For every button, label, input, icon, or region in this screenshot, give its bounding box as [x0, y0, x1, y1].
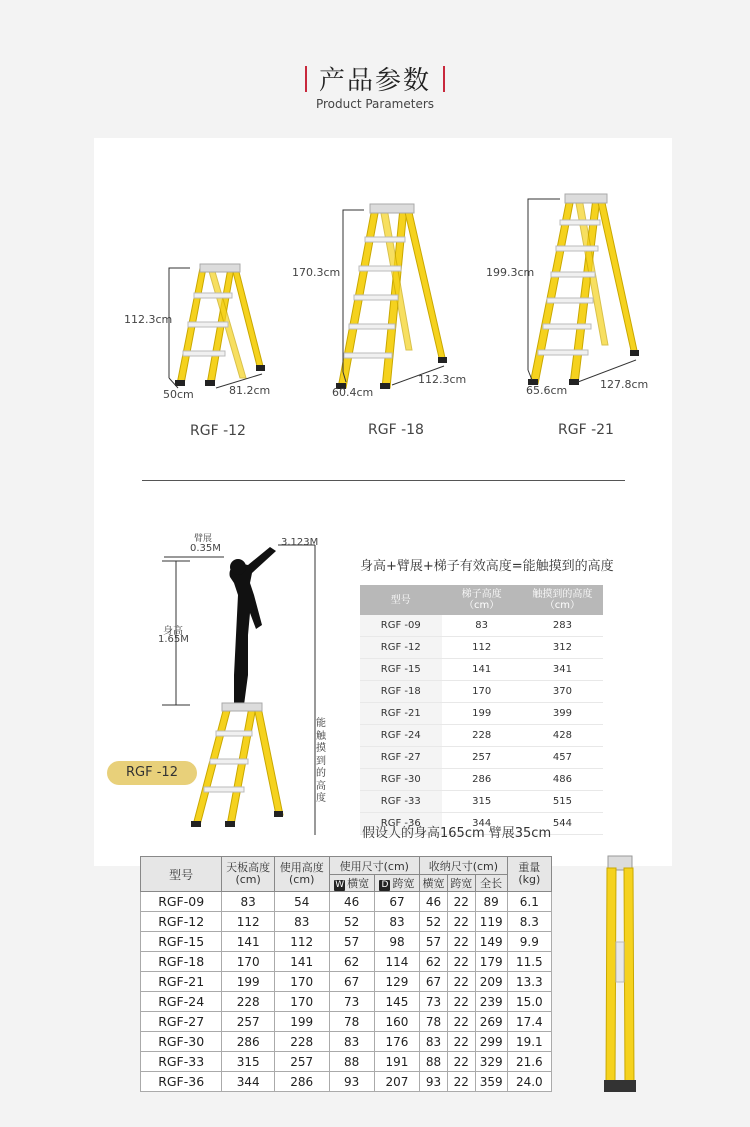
rgf12-model: RGF -12 [190, 423, 246, 439]
spec-table-row [141, 952, 552, 972]
spec-cell-top-height: 315 [222, 1052, 275, 1072]
spec-cell-fold-width: 78 [420, 1012, 448, 1032]
reach-th-model: 型号 [360, 585, 442, 615]
spec-cell-top-height: 286 [222, 1032, 275, 1052]
spec-th-span: D 跨宽 [374, 875, 419, 892]
reach-cell-ladder-height: 141 [442, 659, 522, 681]
spec-cell-fold-span: 22 [447, 992, 475, 1012]
ladder-drawings [0, 0, 750, 480]
reach-table-row [360, 725, 603, 747]
spec-cell-model: RGF-15 [141, 932, 222, 952]
spec-cell-weight: 19.1 [507, 1032, 551, 1052]
spec-cell-top-height: 83 [222, 892, 275, 912]
rgf12-length: 81.2cm [229, 384, 271, 397]
spec-cell-weight: 11.5 [507, 952, 551, 972]
rgf18-model: RGF -18 [368, 422, 424, 438]
person-silhouette [229, 547, 276, 705]
spec-cell-model: RGF-09 [141, 892, 222, 912]
spec-cell-fold-span: 22 [447, 1012, 475, 1032]
spec-cell-top-height: 199 [222, 972, 275, 992]
reach-cell-reach-height: 341 [522, 659, 603, 681]
spec-cell-model: RGF-36 [141, 1072, 222, 1092]
spec-cell-use-height: 141 [274, 952, 329, 972]
d-letter: D [379, 880, 390, 891]
spec-th-top-height: 天板高度 (cm) [222, 857, 275, 892]
spec-cell-span: 114 [374, 952, 419, 972]
spec-table-row [141, 912, 552, 932]
spec-table-row [141, 892, 552, 912]
folded-ladder-image [598, 852, 642, 1100]
spec-th-fold-size: 收纳尺寸(cm) [420, 857, 508, 875]
spec-table-body [141, 892, 552, 1092]
rgf18-depth: 60.4cm [332, 386, 374, 399]
spec-cell-fold-length: 329 [475, 1052, 507, 1072]
spec-cell-fold-width: 93 [420, 1072, 448, 1092]
spec-cell-weight: 17.4 [507, 1012, 551, 1032]
spec-table-row [141, 1012, 552, 1032]
spec-table-row [141, 1072, 552, 1092]
spec-cell-use-height: 170 [274, 972, 329, 992]
reach-cell-reach-height: 515 [522, 791, 603, 813]
reach-cell-reach-height: 428 [522, 725, 603, 747]
reach-cell-model: RGF -30 [360, 769, 442, 791]
reach-cell-reach-height: 486 [522, 769, 603, 791]
spec-table-row [141, 1032, 552, 1052]
spec-th-model: 型号 [141, 857, 222, 892]
spec-cell-top-height: 257 [222, 1012, 275, 1032]
spec-cell-span: 145 [374, 992, 419, 1012]
spec-cell-use-height: 286 [274, 1072, 329, 1092]
spec-cell-fold-width: 57 [420, 932, 448, 952]
rgf18-height: 170.3cm [292, 266, 341, 279]
reach-cell-model: RGF -21 [360, 703, 442, 725]
spec-cell-weight: 8.3 [507, 912, 551, 932]
spec-cell-use-height: 228 [274, 1032, 329, 1052]
reach-table-row [360, 681, 603, 703]
arm-span-value: 0.35M [190, 543, 221, 554]
spec-cell-fold-length: 299 [475, 1032, 507, 1052]
model-badge: RGF -12 [107, 761, 197, 785]
reach-cell-model: RGF -36 [360, 813, 442, 835]
reach-cell-ladder-height: 344 [442, 813, 522, 835]
reach-cell-ladder-height: 315 [442, 791, 522, 813]
spec-th-fold-span: 跨宽 [447, 875, 475, 892]
spec-table-row [141, 992, 552, 1012]
section-divider [142, 480, 625, 481]
spec-cell-fold-width: 67 [420, 972, 448, 992]
ladder-rgf18-image [336, 204, 447, 389]
spec-cell-fold-length: 149 [475, 932, 507, 952]
reach-cell-ladder-height: 286 [442, 769, 522, 791]
spec-cell-fold-span: 22 [447, 972, 475, 992]
ladder-rgf12-reach-image [191, 703, 283, 827]
reach-table-row [360, 637, 603, 659]
spec-cell-span: 160 [374, 1012, 419, 1032]
reach-table-row [360, 659, 603, 681]
spec-cell-width: 73 [329, 992, 374, 1012]
spec-cell-fold-length: 239 [475, 992, 507, 1012]
spec-cell-top-height: 112 [222, 912, 275, 932]
rgf21-height: 199.3cm [486, 266, 535, 279]
spec-table-row [141, 972, 552, 992]
reach-th-reach-height: 触摸到的高度 （cm） [522, 585, 603, 615]
reach-cell-reach-height: 370 [522, 681, 603, 703]
reach-cell-model: RGF -24 [360, 725, 442, 747]
spec-cell-width: 78 [329, 1012, 374, 1032]
spec-cell-fold-length: 179 [475, 952, 507, 972]
spec-cell-weight: 24.0 [507, 1072, 551, 1092]
spec-cell-fold-span: 22 [447, 1032, 475, 1052]
spec-cell-model: RGF-30 [141, 1032, 222, 1052]
reach-table-body [360, 615, 603, 835]
reach-cell-reach-height: 399 [522, 703, 603, 725]
page-subtitle: Product Parameters [315, 97, 435, 111]
spec-cell-fold-width: 52 [420, 912, 448, 932]
arm-span-label: 臂展 [194, 534, 213, 544]
reach-cell-model: RGF -15 [360, 659, 442, 681]
total-reach-value: 3.123M [281, 537, 319, 548]
spec-cell-model: RGF-12 [141, 912, 222, 932]
reach-cell-ladder-height: 83 [442, 615, 522, 637]
spec-cell-weight: 15.0 [507, 992, 551, 1012]
page-title: 产品参数 [0, 60, 750, 97]
spec-cell-fold-width: 73 [420, 992, 448, 1012]
spec-cell-top-height: 344 [222, 1072, 275, 1092]
spec-cell-fold-length: 359 [475, 1072, 507, 1092]
spec-cell-fold-length: 89 [475, 892, 507, 912]
spec-cell-fold-span: 22 [447, 1072, 475, 1092]
reach-cell-ladder-height: 112 [442, 637, 522, 659]
reach-table-row [360, 747, 603, 769]
spec-cell-use-height: 83 [274, 912, 329, 932]
spec-cell-use-height: 257 [274, 1052, 329, 1072]
reach-cell-reach-height: 312 [522, 637, 603, 659]
reach-th-ladder-height: 梯子高度 （cm） [442, 585, 522, 615]
spec-cell-fold-width: 46 [420, 892, 448, 912]
spec-th-use-height: 使用高度 (cm) [274, 857, 329, 892]
spec-cell-fold-width: 83 [420, 1032, 448, 1052]
spec-cell-weight: 13.3 [507, 972, 551, 992]
spec-cell-span: 67 [374, 892, 419, 912]
spec-th-weight: 重量 (kg) [507, 857, 551, 892]
spec-cell-span: 207 [374, 1072, 419, 1092]
reach-table-row [360, 769, 603, 791]
reach-cell-reach-height: 283 [522, 615, 603, 637]
spec-cell-fold-span: 22 [447, 932, 475, 952]
reach-cell-model: RGF -09 [360, 615, 442, 637]
spec-th-fold-width: 横宽 [420, 875, 448, 892]
spec-cell-span: 83 [374, 912, 419, 932]
spec-cell-model: RGF-21 [141, 972, 222, 992]
spec-cell-weight: 9.9 [507, 932, 551, 952]
reach-cell-ladder-height: 228 [442, 725, 522, 747]
spec-table-row [141, 932, 552, 952]
rgf21-model: RGF -21 [558, 422, 614, 438]
ladder-rgf12-image [175, 264, 265, 386]
spec-cell-fold-width: 62 [420, 952, 448, 972]
rgf21-depth: 65.6cm [526, 384, 568, 397]
spec-cell-top-height: 141 [222, 932, 275, 952]
spec-cell-fold-span: 22 [447, 1052, 475, 1072]
spec-cell-model: RGF-27 [141, 1012, 222, 1032]
spec-cell-fold-span: 22 [447, 952, 475, 972]
spec-cell-span: 176 [374, 1032, 419, 1052]
spec-th-use-size: 使用尺寸(cm) [329, 857, 420, 875]
spec-cell-fold-span: 22 [447, 892, 475, 912]
spec-cell-span: 129 [374, 972, 419, 992]
spec-cell-top-height: 170 [222, 952, 275, 972]
reach-cell-model: RGF -12 [360, 637, 442, 659]
spec-cell-span: 98 [374, 932, 419, 952]
spec-cell-width: 62 [329, 952, 374, 972]
spec-th-fold-length: 全长 [475, 875, 507, 892]
reach-table [360, 585, 603, 835]
spec-cell-use-height: 112 [274, 932, 329, 952]
spec-cell-use-height: 170 [274, 992, 329, 1012]
spec-cell-fold-span: 22 [447, 912, 475, 932]
spec-cell-fold-width: 88 [420, 1052, 448, 1072]
spec-cell-top-height: 228 [222, 992, 275, 1012]
reach-cell-ladder-height: 199 [442, 703, 522, 725]
spec-cell-fold-length: 209 [475, 972, 507, 992]
spec-th-width: W 横宽 [329, 875, 374, 892]
spec-cell-use-height: 199 [274, 1012, 329, 1032]
reach-table-row [360, 791, 603, 813]
spec-table [140, 856, 552, 1092]
reach-table-row [360, 615, 603, 637]
reach-cell-model: RGF -27 [360, 747, 442, 769]
spec-cell-width: 93 [329, 1072, 374, 1092]
spec-cell-width: 83 [329, 1032, 374, 1052]
spec-cell-model: RGF-18 [141, 952, 222, 972]
reach-cell-model: RGF -33 [360, 791, 442, 813]
reach-cell-ladder-height: 170 [442, 681, 522, 703]
body-height-value: 1.65M [158, 634, 189, 645]
rgf12-height: 112.3cm [124, 313, 173, 326]
reach-height-vertical-label: 能触摸到的高度 [316, 718, 326, 804]
spec-cell-width: 46 [329, 892, 374, 912]
spec-cell-weight: 21.6 [507, 1052, 551, 1072]
spec-cell-fold-length: 269 [475, 1012, 507, 1032]
spec-cell-width: 57 [329, 932, 374, 952]
assumption-note: 假设人的身高165cm 臂展35cm [362, 826, 552, 841]
reach-formula: 身高+臂展+梯子有效高度=能触摸到的高度 [360, 559, 614, 574]
spec-cell-width: 67 [329, 972, 374, 992]
rgf18-length: 112.3cm [418, 373, 467, 386]
reach-cell-reach-height: 544 [522, 813, 603, 835]
spec-cell-fold-length: 119 [475, 912, 507, 932]
spec-table-row [141, 1052, 552, 1072]
spec-cell-model: RGF-33 [141, 1052, 222, 1072]
reach-cell-ladder-height: 257 [442, 747, 522, 769]
rgf21-length: 127.8cm [600, 378, 649, 391]
reach-cell-model: RGF -18 [360, 681, 442, 703]
spec-cell-width: 88 [329, 1052, 374, 1072]
spec-cell-width: 52 [329, 912, 374, 932]
spec-cell-use-height: 54 [274, 892, 329, 912]
reach-table-row [360, 703, 603, 725]
spec-cell-span: 191 [374, 1052, 419, 1072]
reach-cell-reach-height: 457 [522, 747, 603, 769]
spec-cell-model: RGF-24 [141, 992, 222, 1012]
body-height-label: 身高 [163, 626, 183, 637]
rgf12-depth: 50cm [163, 388, 194, 401]
w-letter: W [335, 880, 345, 890]
ladder-rgf21-image [528, 194, 639, 385]
spec-cell-weight: 6.1 [507, 892, 551, 912]
